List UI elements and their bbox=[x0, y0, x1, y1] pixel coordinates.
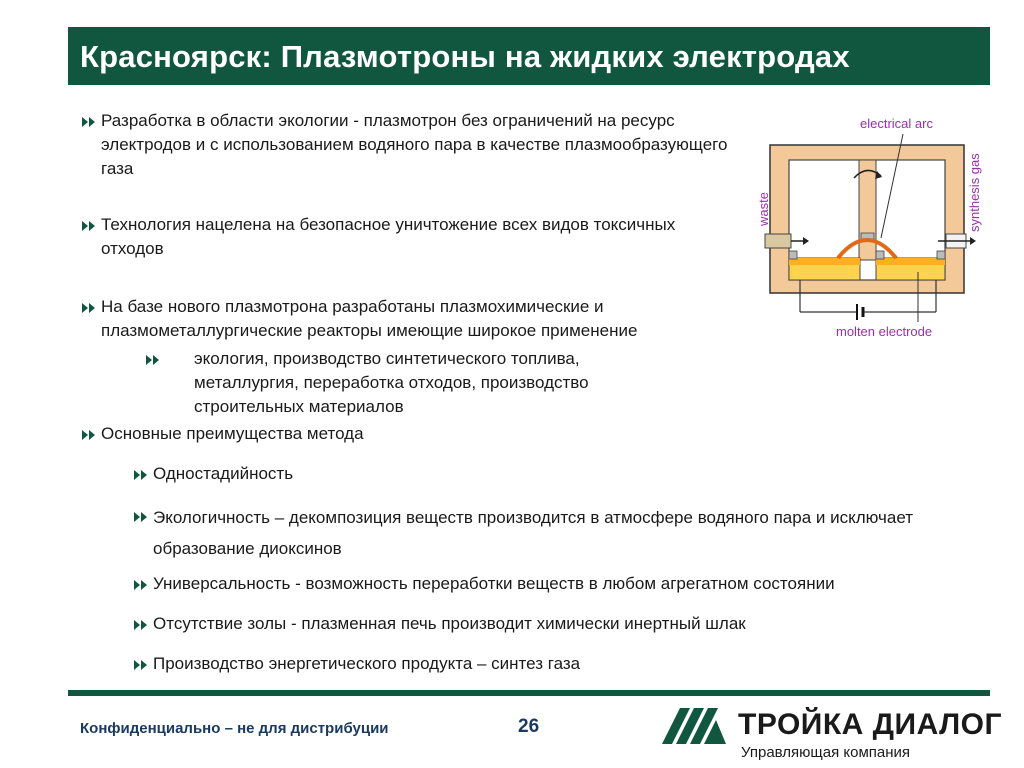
double-arrow-icon bbox=[134, 572, 148, 590]
arc-cap-right bbox=[876, 251, 884, 259]
double-arrow-icon bbox=[134, 612, 148, 630]
double-arrow-icon bbox=[82, 213, 96, 231]
bullet-item bbox=[82, 422, 682, 446]
double-arrow-icon bbox=[134, 652, 148, 670]
bottom-rule bbox=[68, 690, 990, 696]
logo-mark-icon bbox=[660, 704, 736, 748]
page-title: Красноярск: Плазмотроны на жидких электродах bbox=[80, 39, 850, 74]
waste-inlet bbox=[765, 234, 791, 248]
bullet-text: Универсальность - возможность переработки веществ в любом агрегатном состоянии bbox=[153, 574, 835, 593]
bullet-text: На базе нового плазмотрона разработаны плазмохимические и плазмометаллургические реакторы имеющие широкое применение bbox=[101, 297, 638, 340]
advantage-item bbox=[134, 652, 954, 676]
gas-arrowhead bbox=[970, 237, 976, 245]
double-arrow-icon bbox=[134, 462, 148, 480]
bullet-text: Отсутствие золы - плазменная печь производит химически инертный шлак bbox=[153, 614, 746, 633]
bullet-text: экология, производство синтетического топлива, металлургия, переработка отходов, производство строительных материалов bbox=[194, 349, 589, 416]
advantage-item bbox=[134, 462, 954, 486]
advantage-item bbox=[134, 502, 964, 564]
label-molten-electrode: molten electrode bbox=[836, 324, 933, 339]
label-electrical-arc: electrical arc bbox=[860, 116, 933, 131]
company-logo bbox=[660, 700, 1003, 764]
confidential-note: Конфиденциально – не для дистрибуции bbox=[80, 720, 389, 737]
bullet-text: Производство энергетического продукта – синтез газа bbox=[153, 654, 581, 673]
advantage-item bbox=[134, 572, 974, 596]
label-waste: waste bbox=[756, 192, 771, 226]
double-arrow-icon bbox=[134, 504, 148, 522]
plasmatron-diagram bbox=[756, 110, 990, 350]
logo-name: ТРОЙКА ДИАЛОГ bbox=[738, 708, 1003, 741]
bullet-text: Экологичность – декомпозиция веществ производится в атмосфере водяного пара и исключает образование диоксинов bbox=[153, 508, 914, 558]
double-arrow-icon bbox=[82, 295, 96, 313]
double-arrow-icon bbox=[146, 347, 160, 365]
bullet-text: Основные преимущества метода bbox=[101, 424, 364, 443]
pool-cap-left bbox=[789, 251, 797, 259]
bullet-item bbox=[82, 295, 752, 343]
title-bar bbox=[68, 27, 990, 85]
sub-bullet-item bbox=[146, 347, 686, 419]
molten-pool-left-top bbox=[789, 258, 860, 265]
bullet-item bbox=[82, 109, 742, 181]
double-arrow-icon bbox=[82, 109, 96, 127]
molten-pool-right-top bbox=[876, 258, 945, 265]
bullet-item bbox=[82, 213, 702, 261]
pool-cap-right bbox=[937, 251, 945, 259]
advantage-item bbox=[134, 612, 954, 636]
label-synthesis-gas: synthesis gas bbox=[967, 153, 982, 232]
divider-wall bbox=[859, 160, 876, 260]
bullet-text: Разработка в области экологии - плазмотрон без ограничений на ресурс электродов и с использованием водяного пара в качестве плазмообразующего газа bbox=[101, 111, 728, 178]
page-number: 26 bbox=[518, 716, 540, 737]
double-arrow-icon bbox=[82, 422, 96, 440]
bullet-text: Одностадийность bbox=[153, 464, 294, 483]
logo-subtitle: Управляющая компания bbox=[741, 744, 911, 761]
bullet-text: Технология нацелена на безопасное уничтожение всех видов токсичных отходов bbox=[101, 215, 676, 258]
